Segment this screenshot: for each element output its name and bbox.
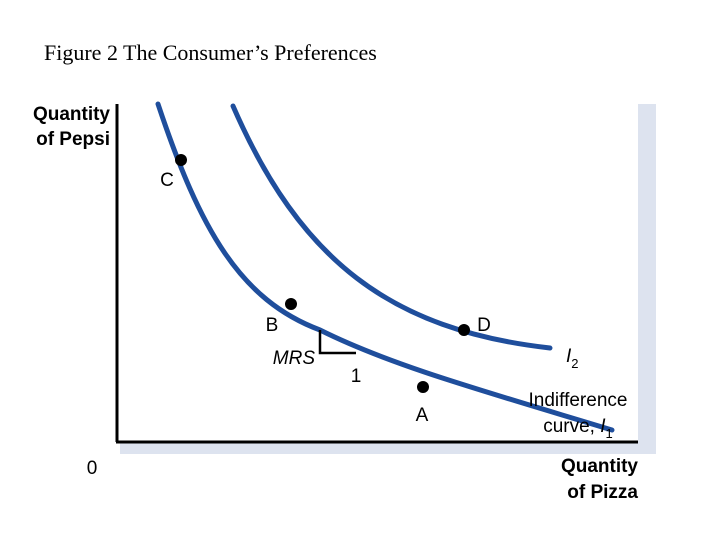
point-b-marker <box>285 298 297 310</box>
point-b-label: B <box>265 315 279 336</box>
point-a-label: A <box>415 405 429 426</box>
curve-i1-prefix: curve, <box>543 416 601 437</box>
x-axis-label-line2: of Pizza <box>567 482 638 503</box>
x-axis-label-line1: Quantity <box>560 456 638 477</box>
point-a-marker <box>417 381 429 393</box>
mrs-run-label: 1 <box>350 366 362 387</box>
curve-i1-label-line1: Indifference <box>528 390 628 411</box>
point-c-label: C <box>160 170 174 191</box>
y-axis-label-line2: of Pepsi <box>36 129 110 150</box>
curve-i1-subscript: 1 <box>605 426 613 441</box>
point-c-marker <box>175 154 187 166</box>
curve-i2-subscript: 2 <box>571 356 579 371</box>
point-d-label: D <box>477 315 491 336</box>
origin-label: 0 <box>86 458 98 479</box>
figure-title: Figure 2 The Consumer’s Preferences <box>44 40 377 65</box>
point-d-marker <box>458 324 470 336</box>
curve-i2-letter: I <box>566 346 572 367</box>
mrs-label: MRS <box>272 348 315 369</box>
y-axis-label-line1: Quantity <box>32 104 110 125</box>
curve-i1-letter: I <box>600 416 606 437</box>
